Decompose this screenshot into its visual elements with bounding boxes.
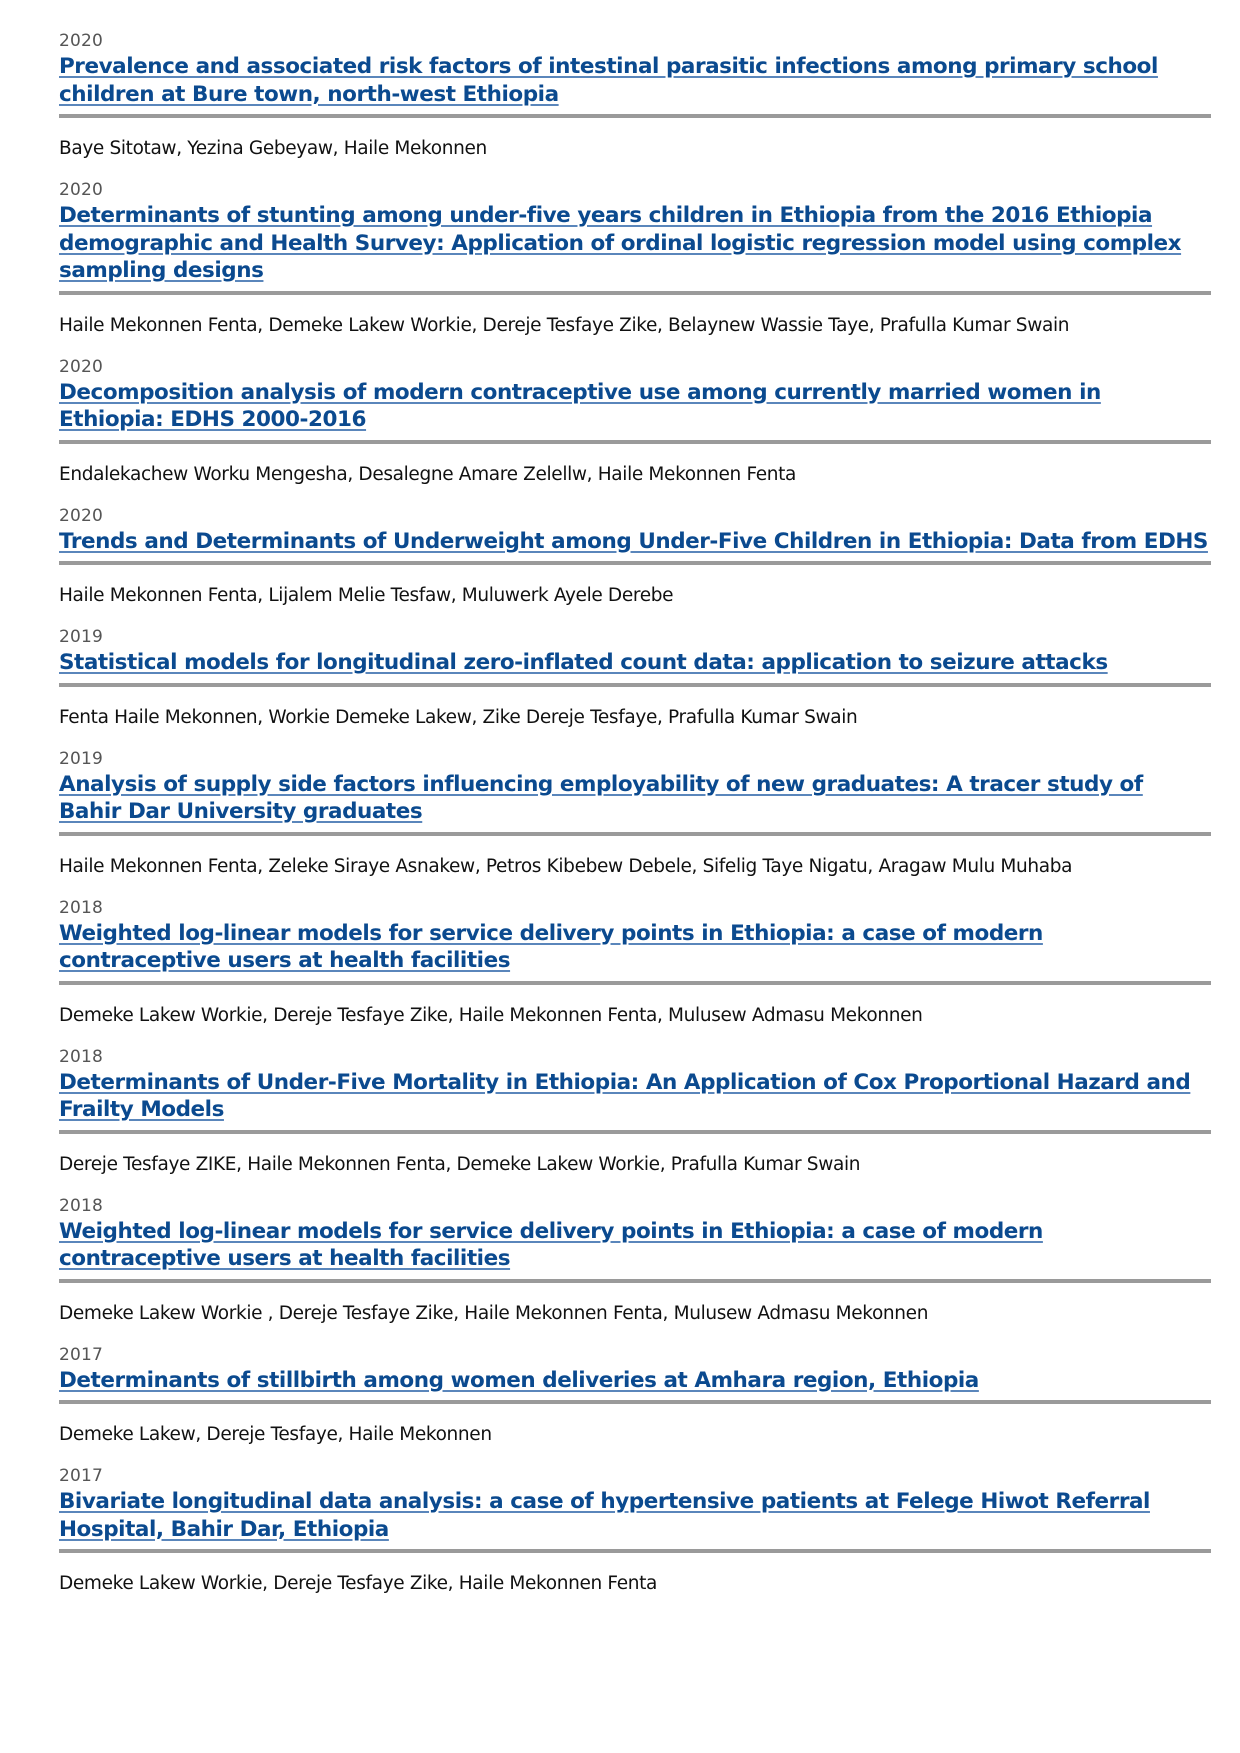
publication-authors: Haile Mekonnen Fenta, Zeleke Siraye Asnakew, Petros Kibebew Debele, Sifelig Taye Nigatu, Aragaw Mulu Muhaba: [59, 855, 1073, 877]
publication-authors: Dereje Tesfaye ZIKE, Haile Mekonnen Fenta, Demeke Lakew Workie, Prafulla Kumar Swain: [59, 1153, 861, 1175]
publication-authors: Demeke Lakew Workie, Dereje Tesfaye Zike, Haile Mekonnen Fenta, Mulusew Admasu Mekonnen: [59, 1004, 923, 1026]
publication-authors: Fenta Haile Mekonnen, Workie Demeke Lakew, Zike Dereje Tesfaye, Prafulla Kumar Swain: [59, 706, 858, 728]
publication-authors: Demeke Lakew, Dereje Tesfaye, Haile Mekonnen: [59, 1424, 492, 1445]
publication-title-link[interactable]: Bivariate longitudinal data analysis: a case of hypertensive patients at Felege Hiwot Referral Hospital, Bahir Dar, Ethiopia: [59, 1489, 1150, 1542]
publication-title-link[interactable]: Determinants of Under-Five Mortality in Ethiopia: An Application of Cox Proportional Hazard and Frailty Models: [59, 1069, 1191, 1122]
publication-entry: [59, 1465, 1211, 1596]
publication-authors: Baye Sitotaw, Yezina Gebeyaw, Haile Mekonnen: [59, 138, 487, 159]
publication-year: 2020: [59, 505, 104, 526]
publication-year: 2020: [59, 180, 104, 200]
publication-list: [59, 30, 1211, 1596]
divider: [59, 981, 1211, 985]
publication-year: 2017: [59, 1466, 104, 1486]
divider: [59, 683, 1211, 687]
publication-entry: [59, 356, 1211, 487]
publication-entry: [59, 1195, 1211, 1326]
divider: [59, 114, 1211, 118]
publication-year: 2017: [59, 1344, 104, 1365]
publication-title-link[interactable]: Weighted log-linear models for service delivery points in Ethiopia: a case of modern contraceptive users at health facilities: [59, 920, 1043, 973]
publication-title-link[interactable]: Analysis of supply side factors influencing employability of new graduates: A tracer study of Bahir Dar University graduates: [59, 771, 1143, 824]
publication-authors: Haile Mekonnen Fenta, Demeke Lakew Workie, Dereje Tesfaye Zike, Belaynew Wassie Taye, Prafulla Kumar Swain: [59, 314, 1070, 336]
publication-authors: Endalekachew Worku Mengesha, Desalegne Amare Zelellw, Haile Mekonnen Fenta: [59, 463, 797, 485]
publication-entry: [59, 505, 1211, 609]
publication-year: 2019: [59, 627, 104, 647]
divider: [59, 291, 1211, 295]
publication-title-link[interactable]: Determinants of stillbirth among women deliveries at Amhara region, Ethiopia: [59, 1367, 979, 1393]
publication-authors: Demeke Lakew Workie , Dereje Tesfaye Zike, Haile Mekonnen Fenta, Mulusew Admasu Mekonnen: [59, 1302, 929, 1324]
publication-title-link[interactable]: Decomposition analysis of modern contraceptive use among currently married women in Ethiopia: EDHS 2000-2016: [59, 379, 1101, 432]
publication-authors: Haile Mekonnen Fenta, Lijalem Melie Tesfaw, Muluwerk Ayele Derebe: [59, 585, 674, 606]
divider: [59, 561, 1211, 565]
publication-entry: [59, 897, 1211, 1028]
divider: [59, 1400, 1211, 1404]
publication-title-link[interactable]: Statistical models for longitudinal zero-inflated count data: application to seizure attacks: [59, 650, 1108, 675]
publication-title-link[interactable]: Prevalence and associated risk factors of intestinal parasitic infections among primary school children at Bure town, north-west Ethiopia: [59, 54, 1158, 107]
publication-entry: [59, 748, 1211, 879]
publication-entry: [59, 626, 1211, 730]
publication-entry: [59, 1046, 1211, 1177]
divider: [59, 832, 1211, 836]
divider: [59, 1549, 1211, 1553]
publication-year: 2018: [59, 1046, 104, 1067]
publication-title-link[interactable]: Weighted log-linear models for service delivery points in Ethiopia: a case of modern contraceptive users at health facilities: [59, 1218, 1043, 1271]
publication-title-link[interactable]: Trends and Determinants of Underweight among Under-Five Children in Ethiopia: Data from EDHS: [59, 528, 1208, 554]
divider: [59, 440, 1211, 444]
publication-year: 2020: [59, 31, 104, 51]
publication-year: 2018: [59, 897, 104, 918]
publication-authors: Demeke Lakew Workie, Dereje Tesfaye Zike, Haile Mekonnen Fenta: [59, 1573, 657, 1594]
publication-year: 2018: [59, 1195, 104, 1216]
publication-title-link[interactable]: Determinants of stunting among under-five years children in Ethiopia from the 2016 Ethiopia demographic and Health Survey: Application of ordinal logistic regression model using complex sampling designs: [59, 203, 1182, 283]
divider: [59, 1279, 1211, 1283]
publication-year: 2020: [59, 356, 104, 377]
publication-entry: [59, 179, 1211, 338]
divider: [59, 1130, 1211, 1134]
publication-year: 2019: [59, 748, 104, 769]
publication-entry: [59, 30, 1211, 161]
publication-entry: [59, 1344, 1211, 1448]
